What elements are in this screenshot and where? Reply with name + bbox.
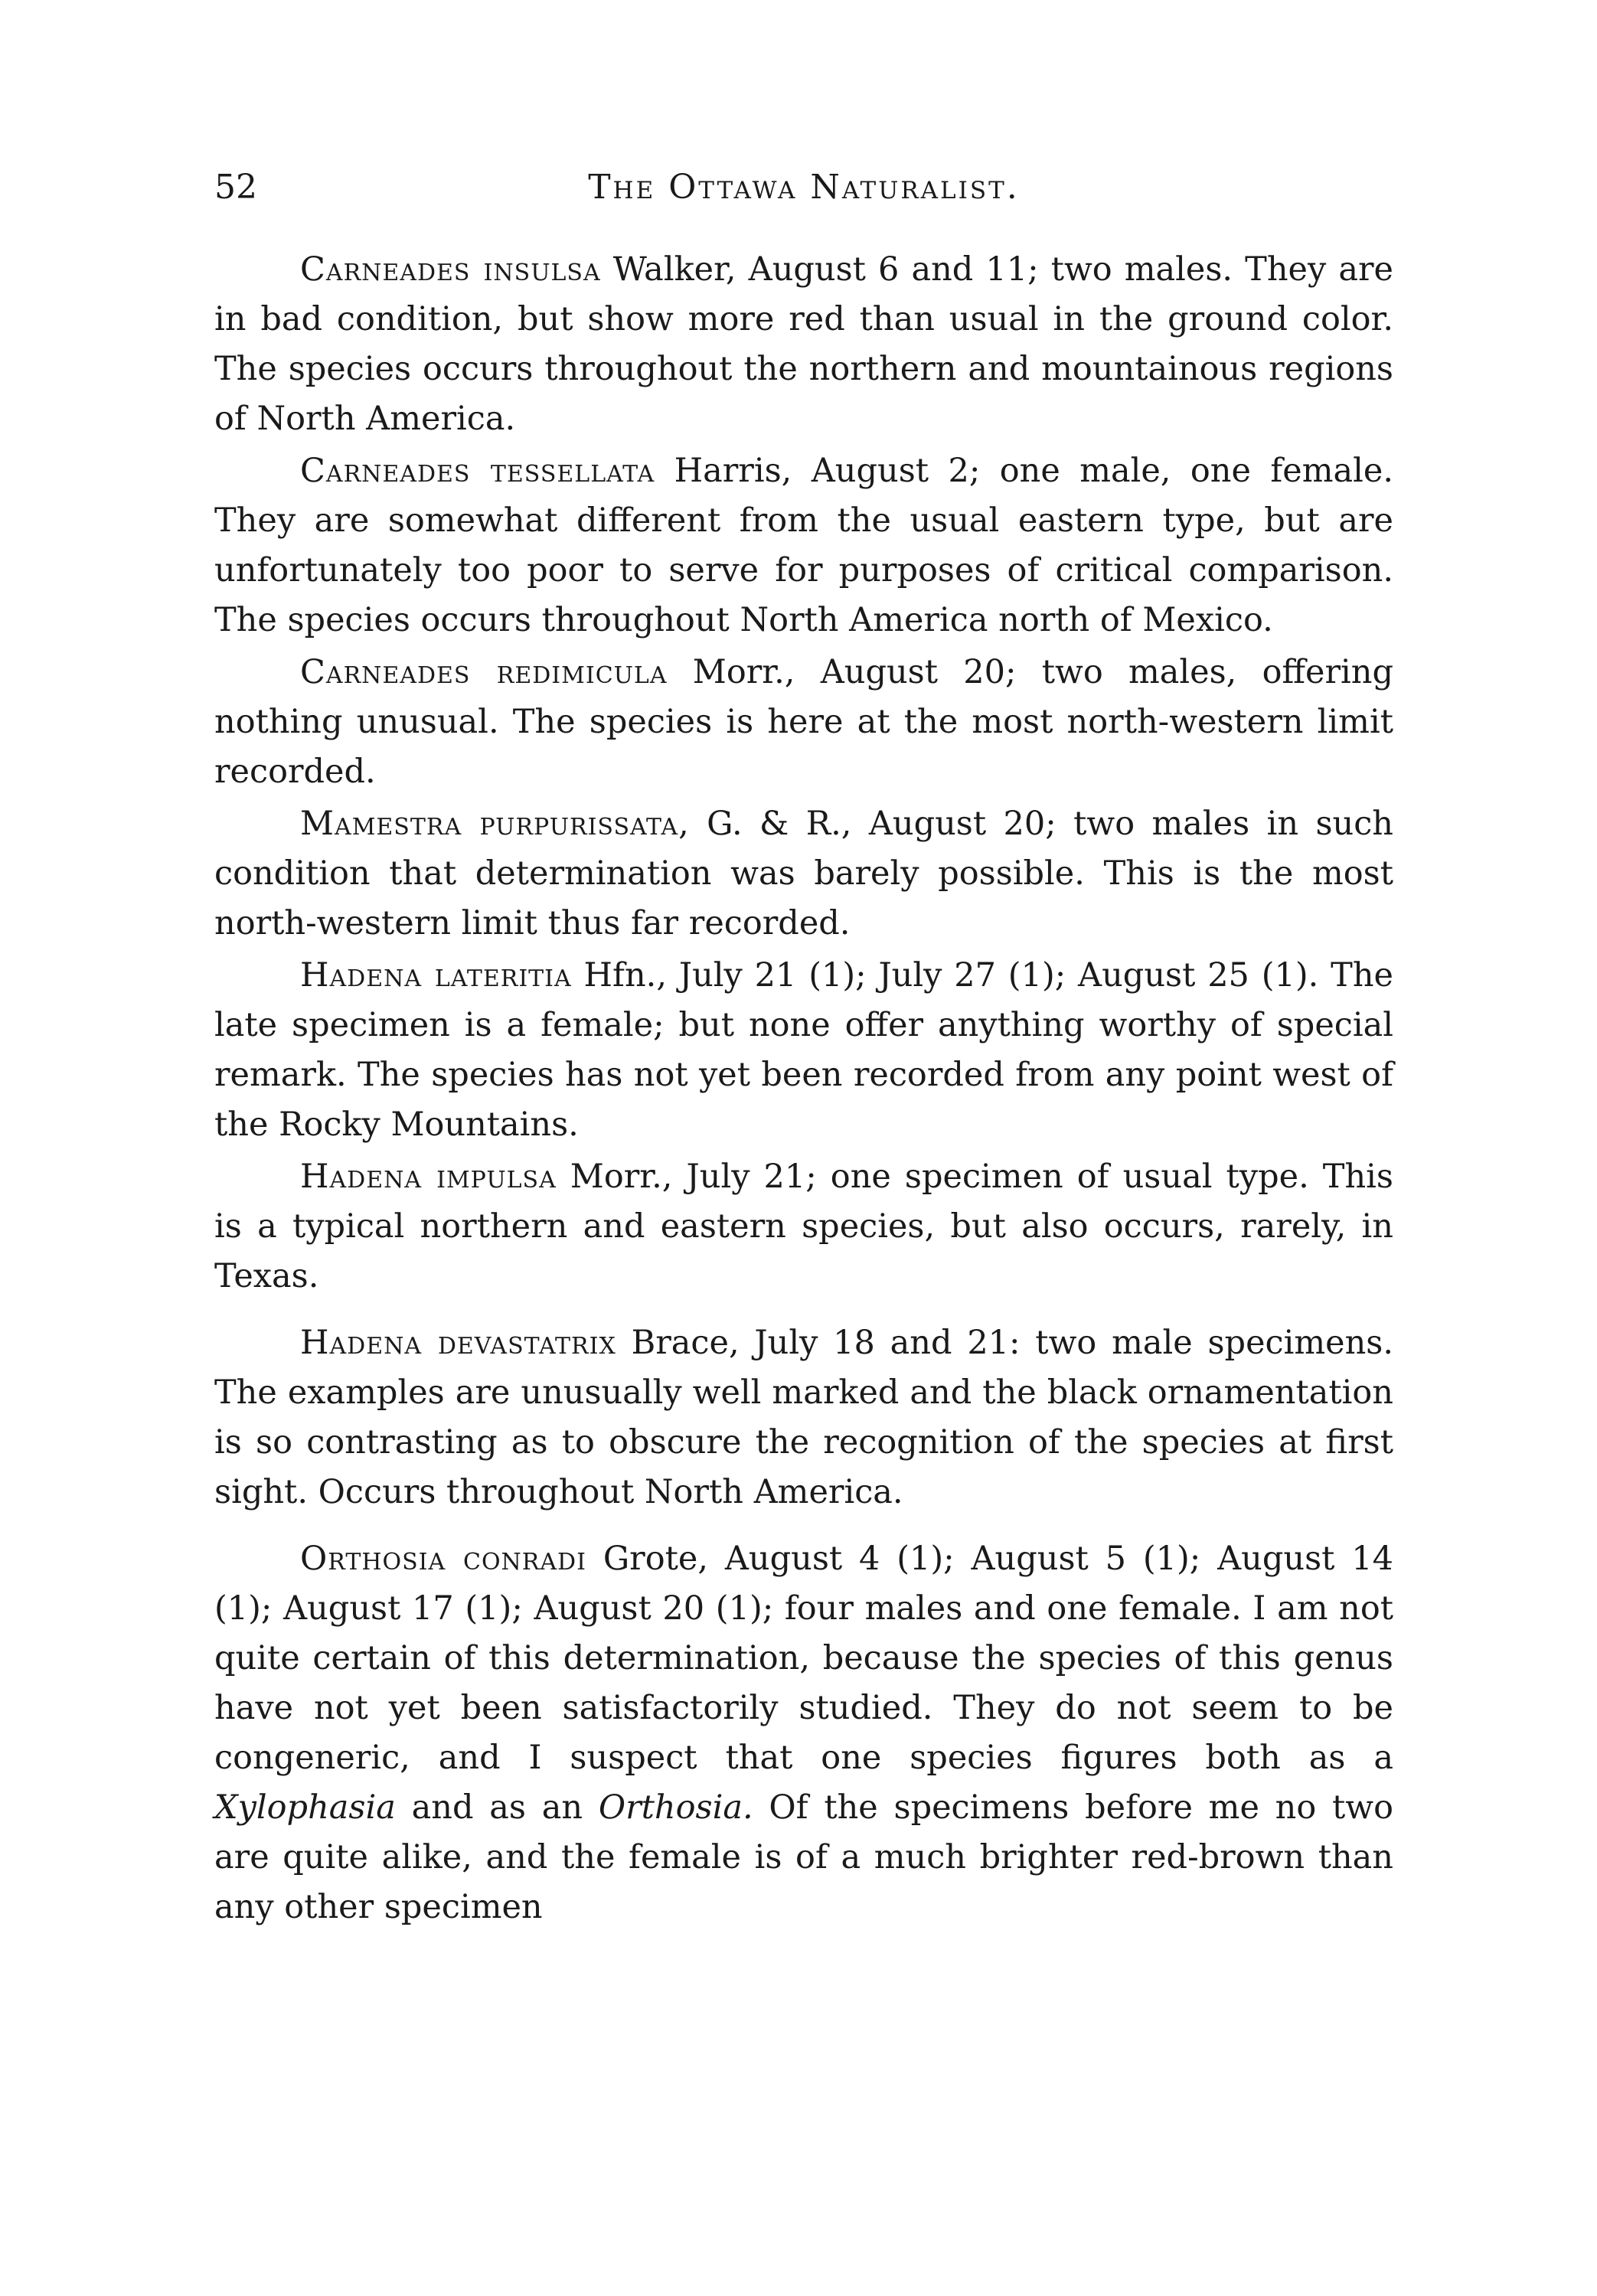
species-entry-hadena-lateritia <box>214 951 1393 1150</box>
species-entry-hadena-devastatrix <box>214 1318 1393 1517</box>
species-description: Walker, August 6 and 11; two males. They are in bad condition, but show more red than usual in the ground color. The species occurs throughout the northern and mountainous regions of North America. <box>214 250 1394 438</box>
genus-name-italic: Xylophasia <box>214 1788 396 1827</box>
page-number: 52 <box>214 168 257 207</box>
species-entry-hadena-impulsa <box>214 1152 1393 1302</box>
species-name: Hadena impulsa <box>300 1158 557 1196</box>
species-description: Grote, August 4 (1); August 5 (1); August 14 (1); August 17 (1); August 20 (1); four males and one female. I am not quite certain of this determination, because the species of this genus have not yet been satisfactorily studied. They do not seem to be congeneric, and I suspect that one species figures both as a <box>214 1540 1393 1777</box>
running-head: The Ottawa Naturalist. <box>588 168 1020 207</box>
species-description: G. & R., August 20; two males in such condition that determination was barely possible. This is the most north-western limit thus far recorded. <box>214 805 1393 942</box>
species-name: Carneades insulsa <box>300 250 601 289</box>
species-name: Orthosia conradi <box>300 1540 586 1578</box>
species-entry-carneades-redimicula <box>214 648 1393 797</box>
species-description: Of the specimens before me no two are quite alike, and the female is of a much brighter red-brown than any other specimen <box>214 1788 1393 1926</box>
page-header <box>214 165 1393 211</box>
species-description: Harris, August 2; one male, one female. They are somewhat different from the usual eastern type, but are unfortunately too poor to serve for purposes of critical comparison. The species occurs throughout North America north of Mexico. <box>214 452 1393 639</box>
species-name: Hadena devastatrix <box>300 1324 616 1362</box>
species-name: Carneades redimicula <box>300 653 668 691</box>
species-description: Morr., August 20; two males, offering nothing unusual. The species is here at the most north-western limit recorded. <box>214 653 1393 791</box>
species-name: Mamestra purpurissata, <box>300 805 690 843</box>
page-body <box>214 245 1393 1935</box>
species-name: Carneades tessellata <box>300 452 655 490</box>
genus-name-italic: Orthosia. <box>598 1788 753 1827</box>
species-entry-mamestra-purpurissata <box>214 799 1393 949</box>
species-description: Morr., July 21; one specimen of usual type. This is a typical northern and eastern species, but also occurs, rarely, in Texas. <box>214 1158 1393 1295</box>
species-entry-orthosia-conradi <box>214 1534 1393 1932</box>
species-description: Hfn., July 21 (1); July 27 (1); August 25 (1). The late specimen is a female; but none offer anything worthy of special remark. The species has not yet been recorded from any point west of the Rocky Mountains. <box>214 956 1393 1144</box>
species-name: Hadena lateritia <box>300 956 572 994</box>
species-description: Brace, July 18 and 21: two male specimens. The examples are unusually well marked and the black ornamentation is so contrasting as to obscure the recognition of the species at first sight. Occurs throughout North America. <box>214 1324 1393 1511</box>
species-description: and as an <box>395 1788 599 1827</box>
species-entry-carneades-tessellata <box>214 446 1393 645</box>
species-entry-carneades-insulsa <box>214 245 1393 444</box>
